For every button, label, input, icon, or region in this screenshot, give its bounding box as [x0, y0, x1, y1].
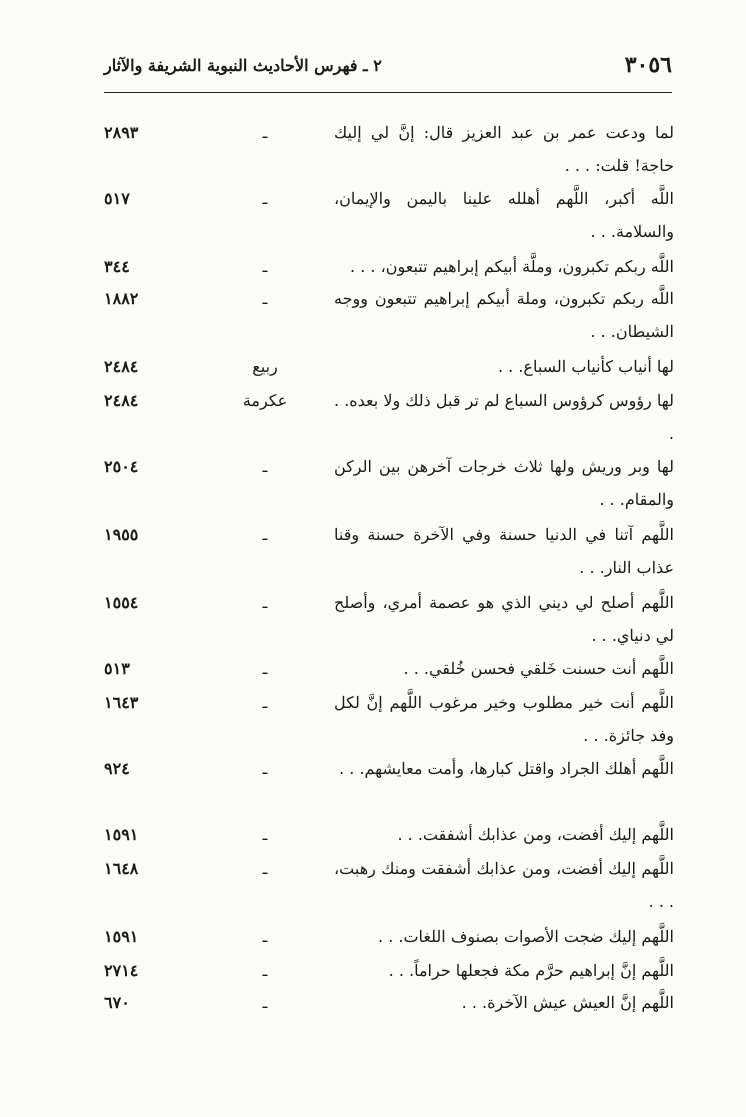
entry-text: اللَّهم إنَّ العيش عيش الآخرة. . . [461, 993, 674, 1012]
entry-number: ١٥٩١ [104, 825, 139, 844]
entry-source: ـ [262, 859, 268, 878]
entry-source: ربيع [252, 357, 278, 376]
entry-number: ٣٤٤ [104, 257, 130, 276]
entry-number: ١٩٥٥ [104, 525, 139, 544]
entry-number: ١٥٩١ [104, 927, 139, 946]
entry-text: اللَّه أكبر، اللَّهم أهلله علينا باليمن والإيمان، والسلامة. . . [334, 189, 674, 241]
entry-source: ـ [262, 825, 268, 844]
entry-number: ١٦٤٨ [104, 859, 139, 878]
entry-text: لها أنياب كأنياب السباع. . . [497, 357, 674, 376]
entry-source: ـ [262, 289, 268, 308]
entry-source: ـ [262, 659, 268, 678]
entry-number: ١٥٥٤ [104, 593, 139, 612]
entry-text: اللَّهم إليك أفضت، ومن عذابك أشفقت. . . [397, 825, 674, 844]
entry-number: ٢٤٨٤ [104, 391, 139, 410]
entry-source: ـ [262, 693, 268, 712]
running-title: ٢ ـ فهرس الأحاديث النبوية الشريفة والآثار [104, 56, 382, 75]
entry-text: اللَّه ربكم تكبرون، وملَّة أبيكم إبراهيم تتبعون، . . . [350, 257, 674, 276]
entry-number: ٩٢٤ [104, 759, 130, 778]
entry-source: ـ [262, 961, 268, 980]
entry-source: ـ [262, 457, 268, 476]
entry-text: اللَّهم إنَّ إبراهيم حرَّم مكة فجعلها حراماً. . . [388, 961, 674, 980]
entry-text: لها رؤوس كرؤوس السباع لم تر قبل ذلك ولا بعده. . . [334, 391, 674, 443]
entry-number: ٢٤٨٤ [104, 357, 139, 376]
entry-text: اللَّهم أهلك الجراد واقتل كبارها، وأمت معايشهم. . . [339, 759, 674, 778]
entry-number: ١٦٤٣ [104, 693, 139, 712]
page-header [104, 52, 672, 92]
entry-number: ٢٧١٤ [104, 961, 139, 980]
entry-number: ٢٥٠٤ [104, 457, 139, 476]
entry-number: ٥١٣ [104, 659, 130, 678]
entry-source: ـ [262, 593, 268, 612]
entry-source: عكرمة [242, 391, 288, 410]
entry-source: ـ [262, 257, 268, 276]
entry-text: لها وبر وريش ولها ثلاث خرجات آخرهن بين الركن والمقام. . . [334, 457, 674, 509]
entry-text: لما ودعت عمر بن عبد العزيز قال: إنَّ لي إليك حاجة! قلت: . . . [334, 123, 674, 175]
entry-source: ـ [262, 189, 268, 208]
entry-number: ٢٨٩٣ [104, 123, 139, 142]
entry-number: ٦٧٠ [104, 993, 130, 1012]
entry-text: اللَّهم أنت حسنت خَلقي فحسن خُلقي. . . [403, 659, 674, 678]
entry-source: ـ [262, 123, 268, 142]
entry-source: ـ [262, 525, 268, 544]
entry-text: اللَّهم أنت خير مطلوب وخير مرغوب اللَّهم إنَّ لكل وفد جائزة. . . [334, 693, 674, 745]
entry-source: ـ [262, 759, 268, 778]
header-rule [104, 92, 672, 93]
entry-text: اللَّه ربكم تكبرون، وملة أبيكم إبراهيم تتبعون ووجه الشيطان. . . [334, 289, 674, 341]
entry-source: ـ [262, 927, 268, 946]
entry-number: ١٨٨٢ [104, 289, 139, 308]
entry-text: اللَّهم آتنا في الدنيا حسنة وفي الآخرة حسنة وقنا عذاب النار. . . [334, 525, 674, 577]
entry-source: ـ [262, 993, 268, 1012]
entry-text: اللَّهم إليك ضجت الأصوات بصنوف اللغات. . . [378, 927, 674, 946]
entry-number: ٥١٧ [104, 189, 130, 208]
entry-text: اللَّهم إليك أفضت، ومن عذابك أشفقت ومنك رهبت، . . . [334, 859, 674, 911]
page-number: ٣٠٥٦ [624, 52, 672, 78]
entry-text: اللَّهم أصلح لي ديني الذي هو عصمة أمري، وأصلح لي دنياي. . . [334, 593, 674, 645]
